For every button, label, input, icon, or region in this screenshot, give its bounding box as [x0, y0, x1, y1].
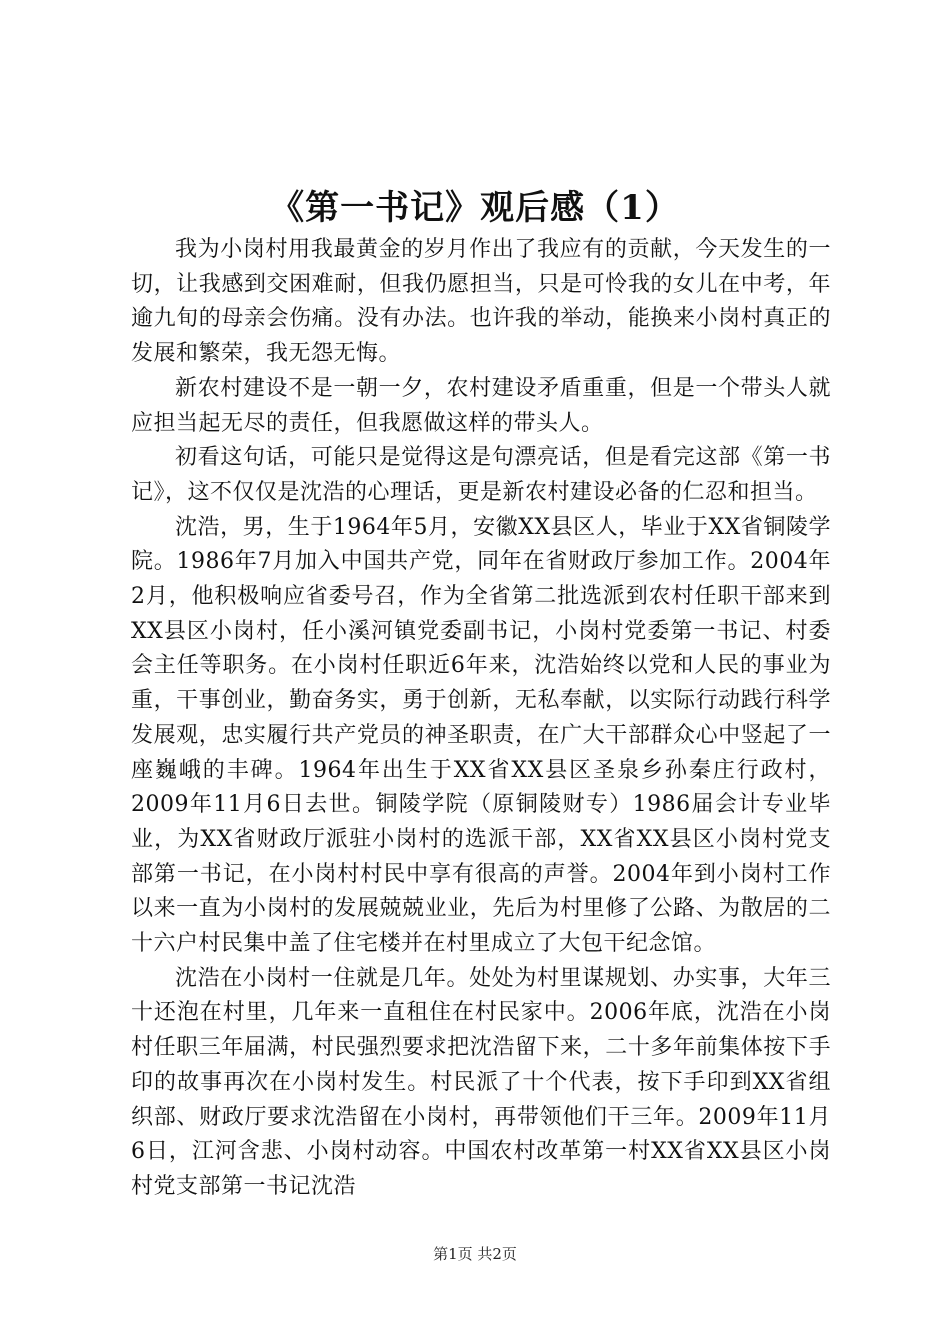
document-title: 《第一书记》观后感（1） [270, 188, 680, 228]
paragraph: 我为小岗村用我最黄金的岁月作出了我应有的贡献，今天发生的一切，让我感到交困难耐，但我仍愿担当，只是可怜我的女儿在中考，年逾九旬的母亲会伤痛。没有办法。也许我的举动，能换来小岗村真正的发展和繁荣，我无怨无悔。 [131, 237, 831, 367]
document-body [131, 233, 831, 1205]
paragraph: 沈浩，男，生于1964年5月，安徽XX县区人，毕业于XX省铜陵学院。1986年7月加入中国共产党，同年在省财政厅参加工作。2004年2月，他积极响应省委号召，作为全省第二批选派到农村任职干部来到XX县区小岗村，任小溪河镇党委副书记，小岗村党委第一书记、村委会主任等职务。在小岗村任职近6年来，沈浩始终以党和人民的事业为重，干事创业，勤奋务实，勇于创新，无私奉献，以实际行动践行科学发展观，忠实履行共产党员的神圣职责，在广大干部群众心中竖起了一座巍峨的丰碑。1964年出生于XX省XX县区圣泉乡孙秦庄行政村，2009年11月6日去世。铜陵学院（原铜陵财专）1986届会计专业毕业，为XX省财政厅派驻小岗村的选派干部，XX省XX县区小岗村党支部第一书记，在小岗村村民中享有很高的声誉。2004年到小岗村工作以来一直为小岗村的发展兢兢业业，先后为村里修了公路、为散居的二十六户村民集中盖了住宅楼并在村里成立了大包干纪念馆。 [131, 514, 831, 957]
page-footer: 第1页 共2页 [433, 1245, 517, 1263]
paragraph: 新农村建设不是一朝一夕，农村建设矛盾重重，但是一个带头人就应担当起无尽的责任，但我愿做这样的带头人。 [131, 375, 831, 436]
paragraph: 沈浩在小岗村一住就是几年。处处为村里谋规划、办实事，大年三十还泡在村里，几年来一直租住在村民家中。2006年底，沈浩在小岗村任职三年届满，村民强烈要求把沈浩留下来，二十多年前集体按下手印的故事再次在小岗村发生。村民派了十个代表，按下手印到XX省组织部、财政厅要求沈浩留在小岗村，再带领他们干三年。2009年11月6日，江河含悲、小岗村动容。中国农村改革第一村XX省XX县区小岗村党支部第一书记沈浩 [131, 965, 831, 1199]
paragraph: 初看这句话，可能只是觉得这是句漂亮话，但是看完这部《第一书记》，这不仅仅是沈浩的心理话，更是新农村建设必备的仁忍和担当。 [131, 445, 831, 505]
